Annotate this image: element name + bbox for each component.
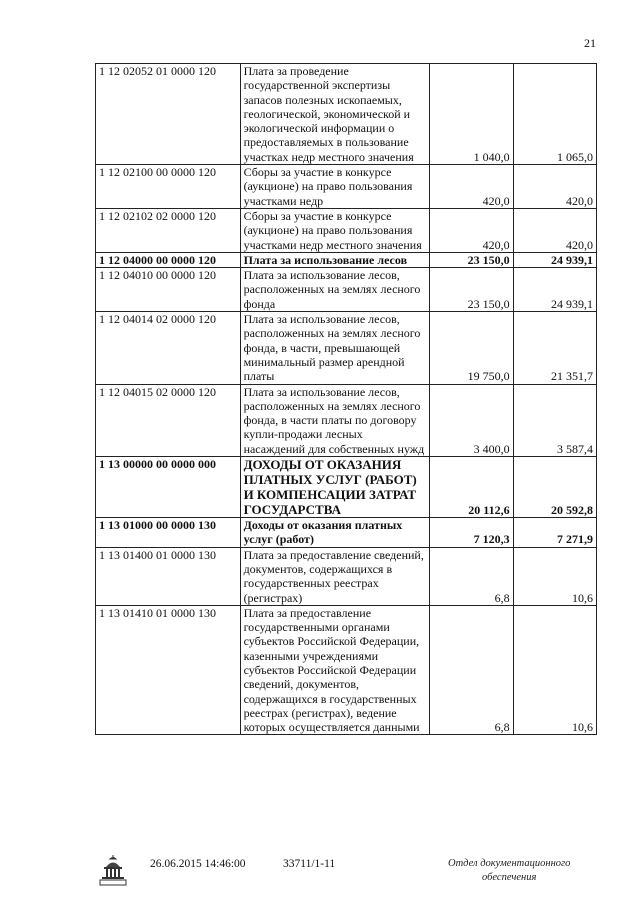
row-code: 1 12 02100 00 0000 120 xyxy=(96,165,241,209)
revenue-table xyxy=(95,63,597,735)
row-value-1: 420,0 xyxy=(430,208,513,252)
row-name: Сборы за участие в конкурсе (аукционе) на право пользования участками недр xyxy=(240,165,430,209)
row-value-1: 19 750,0 xyxy=(430,312,513,384)
row-name: Плата за проведение государственной экспертизы запасов полезных ископаемых, геологической, экономической и экологической информации о предоставляемых в пользование участках недр местного значения xyxy=(240,64,430,165)
table-row xyxy=(96,165,597,209)
footer-department-line2: обеспечения xyxy=(482,872,537,883)
row-value-2: 24 939,1 xyxy=(513,252,596,267)
row-code: 1 12 02052 01 0000 120 xyxy=(96,64,241,165)
row-value-1: 6,8 xyxy=(430,547,513,605)
table-row xyxy=(96,605,597,735)
table-row xyxy=(96,384,597,456)
row-name: Плата за использование лесов xyxy=(240,252,430,267)
footer-date: 26.06.2015 14:46:00 xyxy=(150,858,246,870)
table-row xyxy=(96,457,597,518)
row-name: ДОХОДЫ ОТ ОКАЗАНИЯ ПЛАТНЫХ УСЛУГ (РАБОТ) И КОМПЕНСАЦИИ ЗАТРАТ ГОСУДАРСТВА xyxy=(240,457,430,518)
row-value-1: 1 040,0 xyxy=(430,64,513,165)
row-value-2: 10,6 xyxy=(513,605,596,735)
table-row xyxy=(96,64,597,165)
row-value-1: 3 400,0 xyxy=(430,384,513,456)
footer-doc-number: 33711/1-11 xyxy=(283,858,336,870)
row-value-1: 420,0 xyxy=(430,165,513,209)
duma-logo-icon xyxy=(98,853,128,887)
row-code: 1 12 04014 02 0000 120 xyxy=(96,312,241,384)
row-value-2: 420,0 xyxy=(513,208,596,252)
row-value-1: 23 150,0 xyxy=(430,252,513,267)
row-value-1: 7 120,3 xyxy=(430,518,513,548)
row-value-2: 10,6 xyxy=(513,547,596,605)
footer-department xyxy=(448,857,570,885)
row-name: Доходы от оказания платных услуг (работ) xyxy=(240,518,430,548)
revenue-table-body xyxy=(96,64,597,735)
row-value-1: 6,8 xyxy=(430,605,513,735)
table-row xyxy=(96,268,597,312)
row-code: 1 12 04015 02 0000 120 xyxy=(96,384,241,456)
row-value-2: 20 592,8 xyxy=(513,457,596,518)
row-name: Плата за использование лесов, расположенных на землях лесного фонда, в части платы по договору купли-продажи лесных насаждений для собственных нужд xyxy=(240,384,430,456)
row-value-2: 24 939,1 xyxy=(513,268,596,312)
row-value-1: 23 150,0 xyxy=(430,268,513,312)
row-code: 1 12 04000 00 0000 120 xyxy=(96,252,241,267)
row-code: 1 12 02102 02 0000 120 xyxy=(96,208,241,252)
row-code: 1 13 00000 00 0000 000 xyxy=(96,457,241,518)
row-code: 1 12 04010 00 0000 120 xyxy=(96,268,241,312)
table-row xyxy=(96,312,597,384)
row-name: Сборы за участие в конкурсе (аукционе) на право пользования участками недр местного значения xyxy=(240,208,430,252)
row-value-2: 420,0 xyxy=(513,165,596,209)
table-row xyxy=(96,252,597,267)
row-code: 1 13 01000 00 0000 130 xyxy=(96,518,241,548)
footer-department-line1: Отдел документационного xyxy=(448,858,571,869)
row-code: 1 13 01410 01 0000 130 xyxy=(96,605,241,735)
table-row xyxy=(96,547,597,605)
table-row xyxy=(96,518,597,548)
row-value-2: 7 271,9 xyxy=(513,518,596,548)
row-name: Плата за предоставление государственными органами субъектов Российской Федерации, казенными учреждениями субъектов Российской Федерации сведений, документов, содержащихся в государственных реестрах (регистрах), ведение которых осуществляется данными xyxy=(240,605,430,735)
table-row xyxy=(96,208,597,252)
row-value-1: 20 112,6 xyxy=(430,457,513,518)
row-value-2: 1 065,0 xyxy=(513,64,596,165)
row-name: Плата за использование лесов, расположенных на землях лесного фонда xyxy=(240,268,430,312)
row-name: Плата за использование лесов, расположенных на землях лесного фонда, в части, превышающей минимальный размер арендной платы xyxy=(240,312,430,384)
row-code: 1 13 01400 01 0000 130 xyxy=(96,547,241,605)
row-value-2: 3 587,4 xyxy=(513,384,596,456)
row-name: Плата за предоставление сведений, документов, содержащихся в государственных реестрах (регистрах) xyxy=(240,547,430,605)
row-value-2: 21 351,7 xyxy=(513,312,596,384)
page-number: 21 xyxy=(584,36,596,50)
